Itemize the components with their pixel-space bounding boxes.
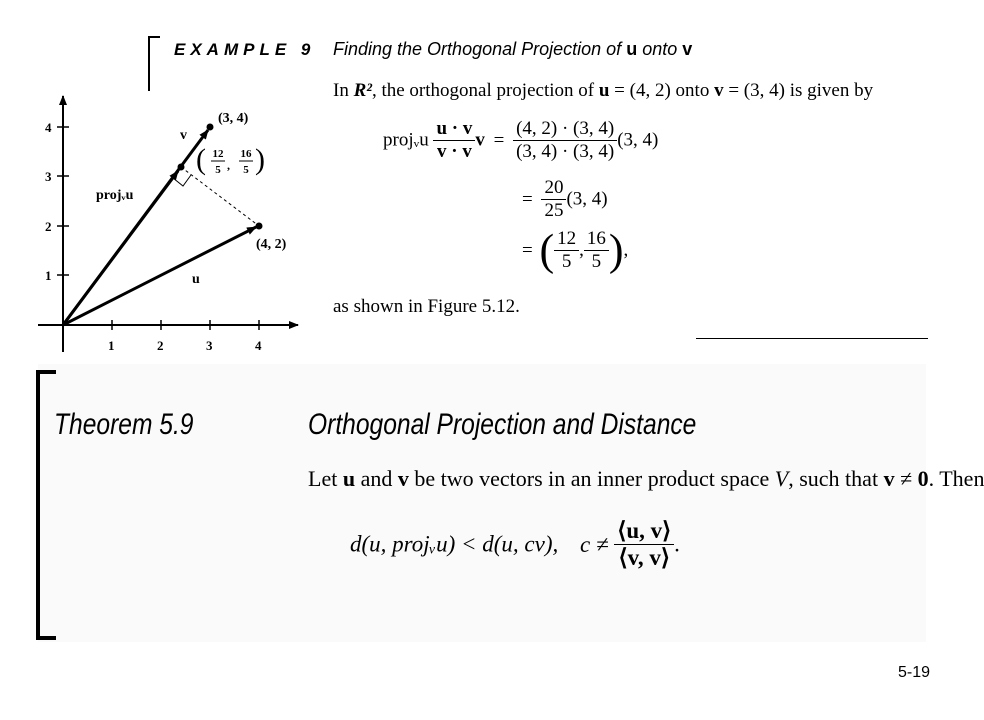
- example-title: [333, 39, 692, 60]
- example-bracket-top: [148, 36, 160, 38]
- vector-u: [63, 227, 256, 325]
- svg-text:12: 12: [212, 148, 224, 160]
- example-title-u: u: [626, 39, 638, 59]
- divider: [696, 338, 928, 339]
- vector-u-label: u: [192, 272, 200, 287]
- point-u-label: (4, 2): [256, 237, 287, 252]
- formula-inequality: d(u, projᵥu) < d(u, cv),: [350, 531, 559, 557]
- svg-text:(: (: [196, 143, 206, 176]
- formula-fraction: $\frac{⟨u, v⟩}{⟨v, v⟩}$: [614, 518, 674, 571]
- example-label: EXAMPLE 9: [174, 40, 316, 59]
- theorem-bracket: [36, 370, 40, 640]
- vector-v-label: v: [180, 128, 187, 143]
- point-v: [207, 124, 214, 131]
- theorem-formula: d(u, projᵥu) < d(u, cv), c ≠ $\frac{⟨u, v⟩}{⟨v, v⟩}$ .: [350, 518, 680, 570]
- fraction-uv: $\frac{u \cdot v}{v \cdot v}$: [433, 118, 475, 163]
- equals-sign: =: [522, 239, 533, 261]
- example-title-text: Finding the Orthogonal Projection of: [333, 39, 622, 59]
- equation-step-2: [522, 177, 608, 222]
- y-tick-label: 4: [45, 120, 52, 135]
- point-proj: [178, 164, 185, 171]
- theorem-bracket-bottom: [36, 636, 56, 640]
- svg-text:16: 16: [240, 148, 252, 160]
- projection-equation: [383, 118, 658, 163]
- svg-text:5: 5: [215, 164, 221, 176]
- projection-figure: [20, 90, 310, 360]
- vector-34: (3, 4): [617, 129, 659, 151]
- theorem-title: Orthogonal Projection and Distance: [308, 408, 697, 441]
- equation-step-3: = ( $\frac{12}{5}$ , $\frac{16}{5}$ ),: [522, 225, 629, 275]
- x-tick-label: 3: [206, 338, 213, 353]
- theorem-label: Theorem 5.9: [54, 408, 194, 441]
- equation-lhs: projᵥu: [383, 129, 429, 151]
- formula-condition: c ≠: [580, 531, 609, 557]
- svg-text:): ): [255, 143, 265, 176]
- example-caption: as shown in Figure 5.12.: [333, 296, 520, 317]
- fraction-dot-products: $\frac{(4, 2) \cdot (3, 4)}{(3, 4) \cdot (3, 4)}$: [513, 118, 617, 163]
- projection-point-label: [196, 143, 265, 176]
- right-angle-mark: [173, 175, 191, 186]
- theorem-panel: [38, 364, 926, 642]
- y-tick-label: 3: [45, 169, 52, 184]
- svg-text:5: 5: [243, 164, 249, 176]
- point-u: [256, 223, 263, 230]
- fraction-16-5: $\frac{16}{5}$: [584, 228, 609, 273]
- equals-sign: =: [493, 129, 505, 151]
- example-intro: In R², the orthogonal projection of u = (4, 2) onto v = (3, 4) is given by: [333, 80, 874, 101]
- x-tick-label: 1: [108, 338, 115, 353]
- theorem-statement: Let u and v be two vectors in an inner product space V, such that v ≠ 0. Then: [308, 466, 984, 491]
- x-tick-label: 2: [157, 338, 164, 353]
- example-title-onto: onto: [642, 39, 678, 59]
- theorem-bracket-top: [36, 370, 56, 374]
- svg-text:,: ,: [227, 158, 230, 172]
- vector-34: (3, 4): [566, 188, 608, 210]
- fraction-12-5: $\frac{12}{5}$: [554, 228, 579, 273]
- x-tick-label: 4: [255, 338, 262, 353]
- point-v-label: (3, 4): [218, 111, 249, 126]
- y-tick-label: 2: [45, 219, 52, 234]
- projection-label: projᵥu: [96, 188, 134, 203]
- y-tick-label: 1: [45, 268, 52, 283]
- fraction-20-25: $\frac{20}{25}$: [541, 177, 566, 222]
- page-number: 5-19: [898, 664, 931, 681]
- example-title-v: v: [682, 39, 693, 59]
- equation-v: v: [475, 129, 485, 151]
- example-bracket: [148, 36, 150, 91]
- equals-sign: =: [522, 188, 533, 210]
